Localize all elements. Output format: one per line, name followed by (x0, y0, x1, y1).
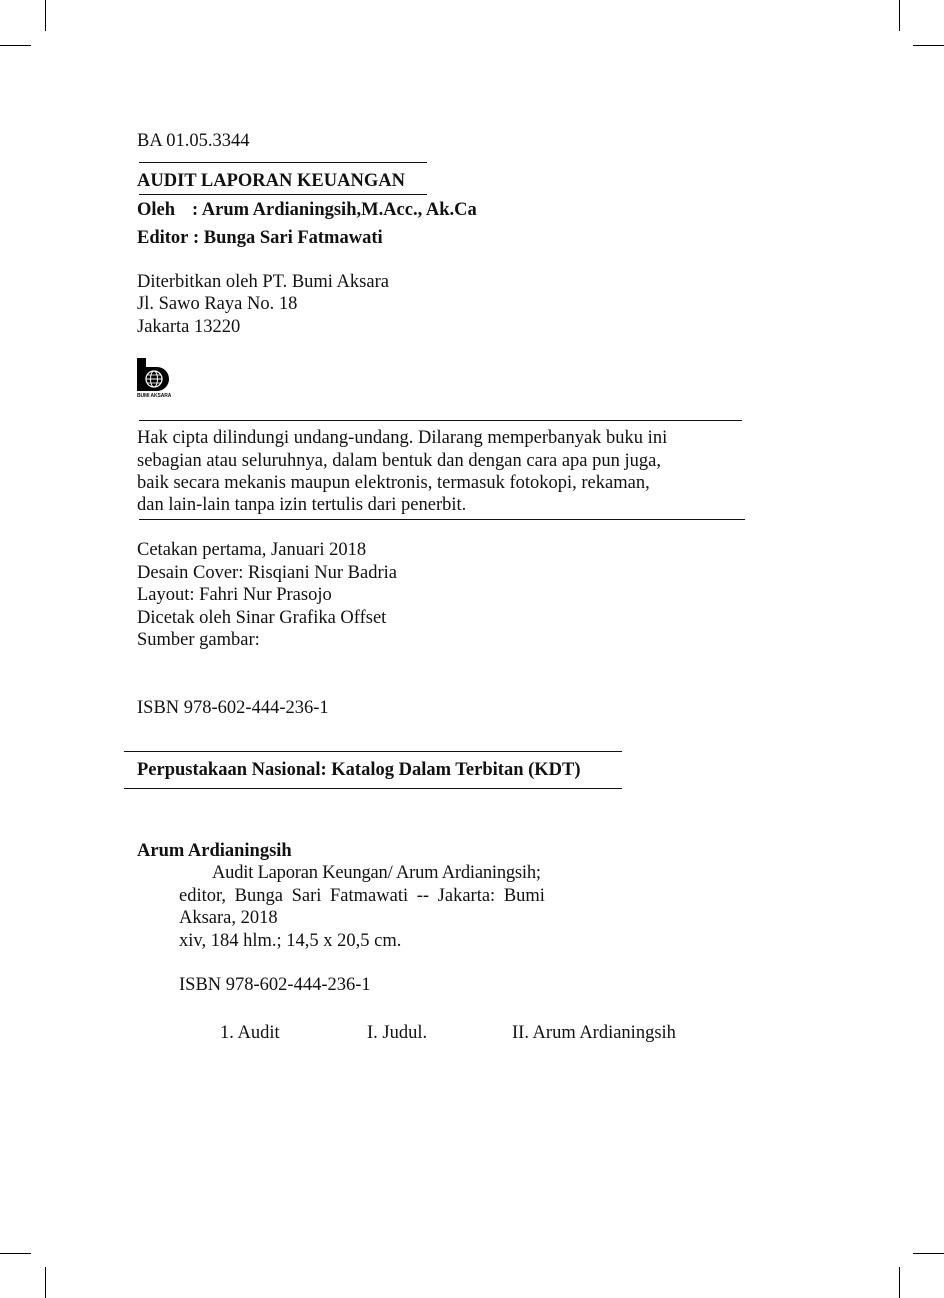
credit-line: Layout: Fahri Nur Prasojo (137, 585, 332, 605)
title-rule-bottom (139, 194, 427, 195)
publisher-line: Jakarta 13220 (137, 317, 241, 337)
kdt-author: Arum Ardianingsih (137, 841, 292, 861)
publisher-logo (137, 358, 179, 400)
kdt-rule-top (124, 751, 622, 752)
copyright-line: Hak cipta dilindungi undang-undang. Dilarang memperbanyak buku ini (137, 428, 668, 448)
kdt-entry-line: Audit Laporan Keungan/ Arum Ardianingsih; (212, 863, 541, 883)
kdt-rule-bottom (124, 788, 622, 789)
credit-line: Cetakan pertama, Januari 2018 (137, 540, 367, 560)
crop-mark-top-right-v (899, 0, 900, 31)
copyright-line: dan lain-lain tanpa izin tertulis dari penerbit. (137, 495, 467, 515)
copyright-line: baik secara mekanis maupun elektronis, termasuk fotokopi, rekaman, (137, 473, 650, 493)
publisher-line: Diterbitkan oleh PT. Bumi Aksara (137, 272, 389, 292)
book-code: BA 01.05.3344 (137, 131, 250, 151)
kdt-isbn: ISBN 978-602-444-236-1 (179, 975, 371, 995)
crop-mark-top-right-h (913, 45, 944, 46)
kdt-entry-line: editor, Bunga Sari Fatmawati -- Jakarta: Bumi (179, 886, 545, 906)
isbn: ISBN 978-602-444-236-1 (137, 698, 329, 718)
kdt-subject: II. Arum Ardianingsih (512, 1023, 676, 1043)
author-label: Oleh (137, 200, 176, 220)
kdt-subject: 1. Audit (220, 1023, 280, 1043)
kdt-subject: I. Judul. (367, 1023, 428, 1043)
kdt-entry-line: Aksara, 2018 (179, 908, 278, 928)
credit-line: Dicetak oleh Sinar Grafika Offset (137, 608, 387, 628)
crop-mark-top-left-v (45, 0, 46, 31)
crop-mark-bottom-left-v (45, 1267, 46, 1298)
kdt-heading: Perpustakaan Nasional: Katalog Dalam Terbitan (KDT) (137, 760, 581, 780)
kdt-entry-line: xiv, 184 hlm.; 14,5 x 20,5 cm. (179, 931, 402, 951)
title-rule-top (139, 162, 427, 163)
credit-line: Sumber gambar: (137, 630, 260, 650)
crop-mark-top-left-h (0, 45, 31, 46)
logo-text: BUMI AKSARA (137, 393, 172, 399)
crop-mark-bottom-right-h (913, 1253, 944, 1254)
crop-mark-bottom-right-v (899, 1267, 900, 1298)
author-value: : Arum Ardianingsih,M.Acc., Ak.Ca (192, 200, 477, 220)
book-title: AUDIT LAPORAN KEUANGAN (137, 171, 405, 191)
copyright-rule-bottom (139, 519, 745, 520)
copyright-rule-top (139, 420, 742, 421)
editor-label: Editor (137, 228, 189, 248)
crop-mark-bottom-left-h (0, 1253, 31, 1254)
editor-value: : Bunga Sari Fatmawati (193, 228, 383, 248)
copyright-line: sebagian atau seluruhnya, dalam bentuk dan dengan cara apa pun juga, (137, 451, 661, 471)
publisher-line: Jl. Sawo Raya No. 18 (137, 294, 298, 314)
credit-line: Desain Cover: Risqiani Nur Badria (137, 563, 397, 583)
